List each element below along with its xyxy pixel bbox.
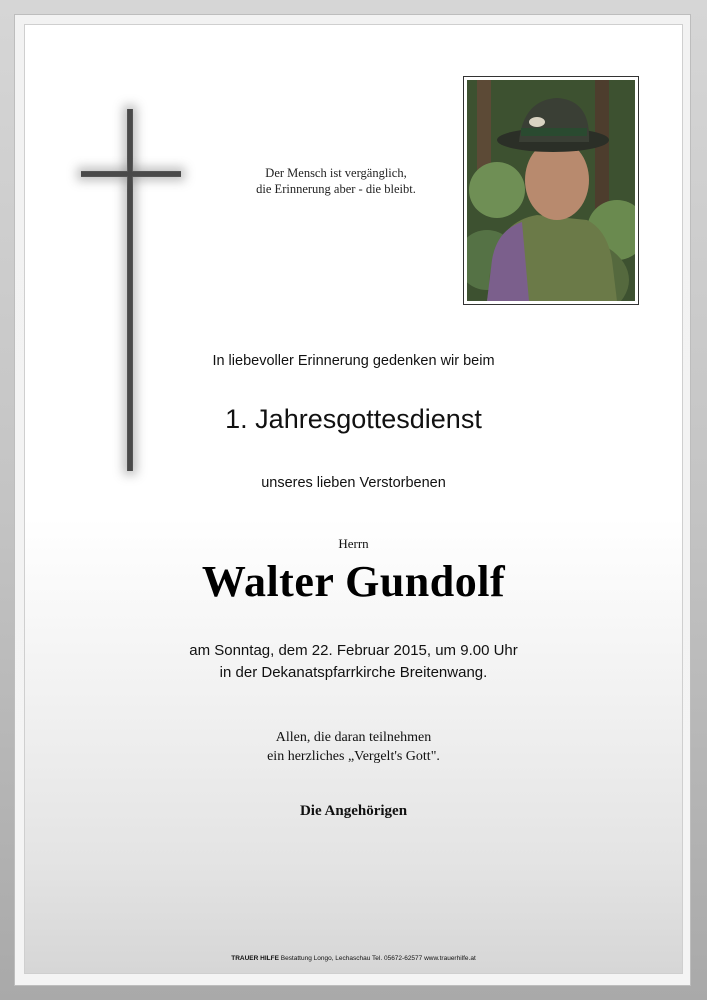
thanks-line-2: ein herzliches „Vergelt's Gott".	[267, 749, 440, 764]
thanks-line-1: Allen, die daran teilnehmen	[275, 730, 432, 745]
thanks-text	[24, 728, 683, 766]
memorial-quote	[236, 165, 436, 197]
deceased-name: Walter Gundolf	[201, 557, 506, 606]
deceased-intro: unseres lieben Verstorbenen	[261, 475, 446, 491]
service-datetime	[24, 640, 683, 684]
datetime-line-2: in der Dekanatspfarrkirche Breitenwang.	[219, 664, 488, 681]
footer-brand: TRAUER HILFE	[231, 955, 279, 962]
intro-text: In liebevoller Erinnerung gedenken wir beim	[212, 353, 495, 369]
portrait-image	[467, 80, 635, 301]
quote-line-1: Der Mensch ist vergänglich,	[265, 166, 407, 180]
family-signature: Die Angehörigen	[299, 803, 408, 819]
footer-text: Bestattung Longo, Lechaschau Tel. 05672-62577 www.trauerhilfe.at	[278, 955, 476, 962]
honorific: Herrn	[338, 536, 369, 551]
quote-line-2: die Erinnerung aber - die bleibt.	[256, 182, 416, 196]
portrait-icon	[467, 80, 635, 301]
portrait-photo	[463, 76, 639, 305]
datetime-line-1: am Sonntag, dem 22. Februar 2015, um 9.00 Uhr	[189, 642, 518, 659]
cross-icon-horizontal	[81, 172, 181, 176]
service-title: 1. Jahresgottesdienst	[225, 404, 482, 434]
footer	[24, 955, 683, 962]
